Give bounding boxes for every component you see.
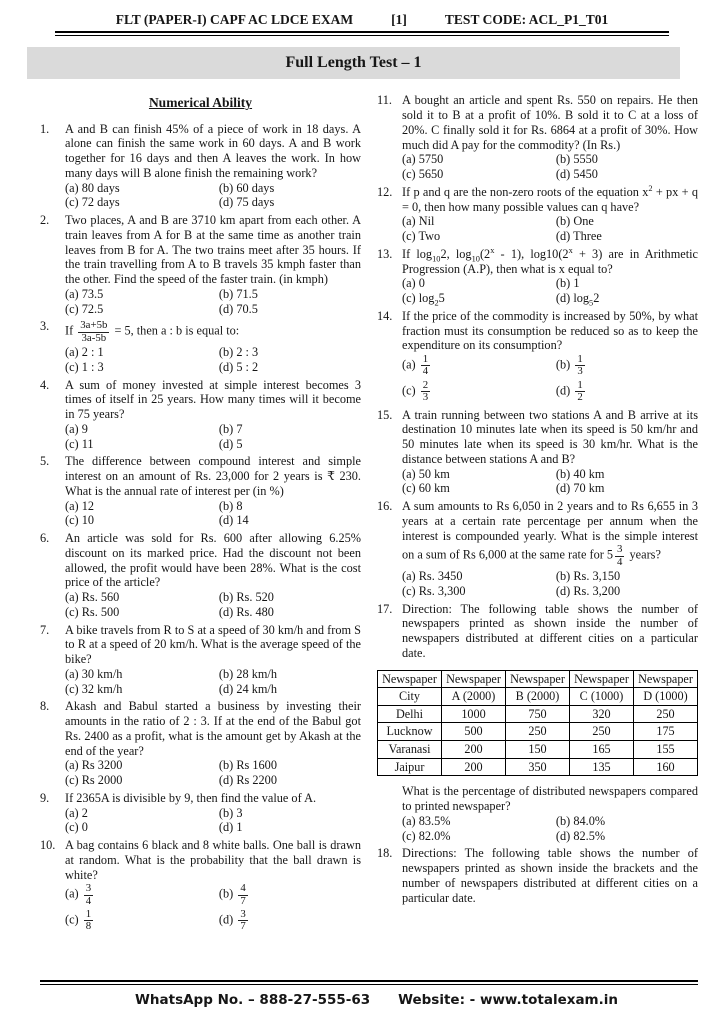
question-text: If $\frac{3a+5b}{3a-5b}$ = 5, then a : b is equal to: <box>65 319 240 344</box>
option-b: (b) 7 <box>218 421 243 436</box>
option-d: (d) $\frac{1}{2}$ <box>555 378 583 404</box>
options-grid <box>65 422 361 452</box>
table-cell: 135 <box>570 758 634 776</box>
option-c: (c) 82.0% <box>402 828 451 843</box>
option-a: (a) Rs. 3450 <box>402 569 463 584</box>
fraction: $\frac{4}{7}$ <box>240 882 246 907</box>
option-b: (b) 2 : 3 <box>218 345 259 360</box>
test-title: Full Length Test – 1 <box>285 54 422 72</box>
question-number: 1. <box>40 121 50 136</box>
website-link: Website: - www.totalexam.in <box>398 991 618 1008</box>
table-row <box>378 758 698 776</box>
table-cell: C (1000) <box>570 688 634 706</box>
question-text: A sum of money invested at simple interest becomes 3 times of itself in 25 years. How many times will it become in 75 years? <box>65 377 361 422</box>
option-d: (d) 75 days <box>218 195 275 210</box>
table-cell: 200 <box>442 758 506 776</box>
question-18 <box>377 846 698 905</box>
options-grid <box>65 882 361 933</box>
option-c: (c) 1 : 3 <box>65 359 104 374</box>
question-number: 7. <box>40 622 50 637</box>
table-cell: 150 <box>506 741 570 759</box>
options-grid <box>402 214 698 244</box>
option-b: (b) $\frac{1}{3}$ <box>555 353 583 378</box>
table-cell: Newspaper <box>634 670 698 688</box>
option-c: (c) 60 km <box>402 481 450 496</box>
question-3 <box>40 319 361 374</box>
options-grid <box>402 152 698 182</box>
options-grid <box>65 287 361 317</box>
option-a: (a) 50 km <box>402 466 450 481</box>
question-10 <box>40 838 361 934</box>
option-d: (d) 1 <box>218 820 243 835</box>
question-text: If 2365A is divisible by 9, then find the value of A. <box>65 790 317 805</box>
question-followup-text: What is the percentage of distributed newspapers compared to printed newspaper? <box>402 784 698 814</box>
option-c: (c) Two <box>402 229 441 244</box>
question-text: A sum amounts to Rs 6,050 in 2 years and to Rs 6,655 in 3 years at a certain rate percentage per annum when the interest is compounded yearly. What is the simple interest on a sum of Rs 6,000 at the same rate for 5 $\frac{3}{4}$ years? <box>402 499 698 568</box>
question-7 <box>40 623 361 697</box>
question-number: 11. <box>377 93 392 108</box>
option-c: (c) Rs. 3,300 <box>402 583 466 598</box>
option-a: (a) 30 km/h <box>65 666 123 681</box>
question-8 <box>40 699 361 788</box>
option-d: (d) Rs. 480 <box>218 604 274 619</box>
question-text: A and B can finish 45% of a piece of work in 18 days. A alone can finish the same work in 60 days. A and B work together for 16 days and then A leaves the work. In how many days will B alone finish the remaining work? <box>65 121 361 180</box>
options-grid <box>65 499 361 529</box>
table-cell: 350 <box>506 758 570 776</box>
question-text: If p and q are the non-zero roots of the equation $x^2$ + px + q = 0, then how many possible values can q have? <box>402 183 698 214</box>
questions-right <box>377 93 698 905</box>
question-text: If the price of the commodity is increased by 50%, by what fraction must its consumption be reduced so as to keep the expenditure on its consumption? <box>402 308 698 353</box>
fraction: $\frac{3}{4}$ <box>617 543 623 568</box>
option-c: (c) $\frac{2}{3}$ <box>402 378 429 404</box>
fraction: $\frac{3a+5b}{3a-5b}$ <box>80 319 108 344</box>
option-b: (b) Rs. 520 <box>218 590 274 605</box>
table-cell: Newspaper <box>442 670 506 688</box>
option-a: (a) 9 <box>65 421 88 436</box>
option-d: (d) 82.5% <box>555 828 606 843</box>
table-cell: 750 <box>506 705 570 723</box>
option-b: (b) 5550 <box>555 152 598 167</box>
table-cell: 200 <box>442 741 506 759</box>
option-b: (b) 40 km <box>555 466 605 481</box>
option-b: (b) 84.0% <box>555 813 606 828</box>
option-d: (d) $\log_52$ <box>555 291 600 306</box>
question-number: 3. <box>40 319 50 334</box>
option-c: (c) 5650 <box>402 167 444 182</box>
options-grid <box>402 353 698 404</box>
option-c: (c) $\frac{1}{8}$ <box>65 908 92 933</box>
question-text: Directions: The following table shows the number of newspapers printed as shown inside the brackets and the number of newspapers distributed at different cities on a particular date. <box>402 846 698 905</box>
question-text: The difference between compound interest and simple interest on an amount of Rs. 23,000 for 2 years is ₹ 230. What is the annual rate of interest per (in %) <box>65 454 361 498</box>
option-a: (a) Rs 3200 <box>65 758 123 773</box>
test-title-band <box>27 47 680 79</box>
exam-title: FLT (PAPER-I) CAPF AC LDCE EXAM <box>115 12 354 27</box>
option-d: (d) 14 <box>218 513 249 528</box>
question-number: 14. <box>377 308 393 323</box>
question-text: A bike travels from R to S at a speed of 30 km/h and from S to R at a speed of 20 km/h. What is the average speed of the bike? <box>65 622 361 667</box>
question-number: 10. <box>40 838 56 853</box>
question-number: 18. <box>377 846 393 861</box>
right-column <box>377 93 698 936</box>
page-footer <box>40 980 698 1008</box>
question-13 <box>377 247 698 306</box>
option-b: (b) Rs 1600 <box>218 758 277 773</box>
questions-left <box>40 122 361 934</box>
options-grid <box>65 590 361 620</box>
table-row <box>378 723 698 741</box>
option-d: (d) 70 km <box>555 481 605 496</box>
question-text: A bag contains 6 black and 8 white balls. One ball is drawn at random. What is the probability that the ball drawn is white? <box>65 838 361 882</box>
option-a: (a) Rs. 560 <box>65 590 120 605</box>
option-d: (d) Rs 2200 <box>218 773 277 788</box>
question-16 <box>377 499 698 598</box>
table-cell: B (2000) <box>506 688 570 706</box>
option-b: (b) 71.5 <box>218 286 258 301</box>
question-number: 2. <box>40 213 50 228</box>
page-header <box>0 0 724 28</box>
question-text: Akash and Babul started a business by investing their amounts in the ratio of 2 : 3. If at the end of the Babul got Rs. 2400 as a profit, what is the amount get by Akash at the end of the year? <box>65 699 361 758</box>
table-row <box>378 688 698 706</box>
option-a: (a) 80 days <box>65 180 120 195</box>
newspaper-table <box>377 670 698 777</box>
option-b: (b) 60 days <box>218 180 275 195</box>
question-9 <box>40 791 361 835</box>
question-4 <box>40 378 361 452</box>
options-grid <box>402 814 698 844</box>
table-cell: 155 <box>634 741 698 759</box>
question-text: Direction: The following table shows the number of newspapers printed as shown inside the number of newspapers distributed at different cities on a particular date. <box>402 601 698 660</box>
table-row <box>378 741 698 759</box>
question-number: 6. <box>40 531 50 546</box>
options-grid <box>402 276 698 306</box>
table-cell: City <box>378 688 442 706</box>
option-d: (d) 5450 <box>555 167 598 182</box>
table-cell: 250 <box>634 705 698 723</box>
option-b: (b) 8 <box>218 498 243 513</box>
options-grid <box>65 181 361 211</box>
question-text: If $\log_{10}2$, $\log_{10}(2^x - 1)$, $\log 10(2^x + 3)$ are in Arithmetic Progression (A.P), then what is x equal to? <box>402 245 699 276</box>
option-b: (b) $\frac{4}{7}$ <box>218 882 246 907</box>
option-b: (b) One <box>555 214 594 229</box>
question-14 <box>377 309 698 405</box>
table-cell: 500 <box>442 723 506 741</box>
option-d: (d) Three <box>555 229 602 244</box>
question-2 <box>40 213 361 316</box>
options-grid <box>65 806 361 836</box>
fraction: $\frac{1}{8}$ <box>85 908 92 933</box>
table-cell: Lucknow <box>378 723 442 741</box>
option-c: (c) Rs 2000 <box>65 773 123 788</box>
option-a: (a) 0 <box>402 276 425 291</box>
question-6 <box>40 531 361 620</box>
section-title: Numerical Ability <box>148 95 253 111</box>
question-number: 4. <box>40 377 50 392</box>
option-d: (d) 70.5 <box>218 301 258 316</box>
question-text: An article was sold for Rs. 600 after allowing 6.25% discount on its marked price. Had the discount not been allowed, the profit would have been 28%. What is the cost price of the article? <box>65 531 361 590</box>
options-grid <box>65 667 361 697</box>
option-a: (a) 12 <box>65 498 95 513</box>
question-text: A bought an article and spent Rs. 550 on repairs. He then sold it to B at a profit of 10%. B sold it to C at a loss of 20%. C finally sold it for Rs. 6864 at a profit of 30%. How much did A pay for the commodity? (In Rs.) <box>402 93 698 152</box>
test-code: TEST CODE: ACL_P1_T01 <box>444 12 609 27</box>
option-d: (d) 5 <box>218 436 243 451</box>
table-cell: Newspaper <box>570 670 634 688</box>
option-a: (a) 2 <box>65 805 88 820</box>
option-a: (a) $\frac{1}{4}$ <box>402 353 429 378</box>
table-cell: 1000 <box>442 705 506 723</box>
question-11 <box>377 93 698 182</box>
option-c: (c) 32 km/h <box>65 681 123 696</box>
option-b: (b) 28 km/h <box>218 666 277 681</box>
option-a: (a) $\frac{3}{4}$ <box>65 882 92 907</box>
question-15 <box>377 408 698 497</box>
question-number: 16. <box>377 499 393 514</box>
fraction: $\frac{3}{7}$ <box>240 908 246 933</box>
table-cell: 320 <box>570 705 634 723</box>
option-a: (a) 73.5 <box>65 286 104 301</box>
table-cell: 165 <box>570 741 634 759</box>
page-number: [1] <box>391 12 407 27</box>
table-cell: Jaipur <box>378 758 442 776</box>
option-b: (b) 1 <box>555 276 580 291</box>
options-grid <box>65 345 361 375</box>
header-rule <box>55 31 669 36</box>
table-row <box>378 705 698 723</box>
question-number: 15. <box>377 407 393 422</box>
table-cell: 160 <box>634 758 698 776</box>
table-cell: Newspaper <box>506 670 570 688</box>
table-cell: Delhi <box>378 705 442 723</box>
option-d: (d) 5 : 2 <box>218 359 259 374</box>
option-d: (d) $\frac{3}{7}$ <box>218 908 246 933</box>
option-c: (c) Rs. 500 <box>65 604 120 619</box>
fraction: $\frac{2}{3}$ <box>422 378 429 404</box>
table-cell: 250 <box>506 723 570 741</box>
table-cell: 250 <box>570 723 634 741</box>
question-17 <box>377 602 698 844</box>
fraction: $\frac{3}{4}$ <box>85 882 92 907</box>
table-cell: 175 <box>634 723 698 741</box>
question-1 <box>40 122 361 211</box>
option-d: (d) Rs. 3,200 <box>555 583 621 598</box>
question-number: 8. <box>40 699 50 714</box>
question-5 <box>40 454 361 528</box>
two-column-body <box>0 79 724 936</box>
option-d: (d) 24 km/h <box>218 681 277 696</box>
question-12 <box>377 185 698 244</box>
table-cell: Newspaper <box>378 670 442 688</box>
table-cell: D (1000) <box>634 688 698 706</box>
options-grid <box>402 569 698 599</box>
question-number: 12. <box>377 184 393 199</box>
option-a: (a) 2 : 1 <box>65 345 104 360</box>
question-number: 9. <box>40 790 50 805</box>
question-number: 5. <box>40 454 50 469</box>
option-c: (c) 11 <box>65 436 94 451</box>
option-b: (b) Rs. 3,150 <box>555 569 621 584</box>
option-b: (b) 3 <box>218 805 243 820</box>
option-c: (c) 72 days <box>65 195 120 210</box>
table-cell: Varanasi <box>378 741 442 759</box>
options-grid <box>402 467 698 497</box>
table-row <box>378 670 698 688</box>
option-c: (c) 10 <box>65 513 95 528</box>
fraction: $\frac{1}{3}$ <box>577 353 583 378</box>
option-c: (c) 72.5 <box>65 301 104 316</box>
table-cell: A (2000) <box>442 688 506 706</box>
option-a: (a) 5750 <box>402 152 444 167</box>
option-a: (a) 83.5% <box>402 813 451 828</box>
question-text: A train running between two stations A and B arrive at its destination 10 minutes late when its speed is 50 km/hr and 50 minutes late when its speed is 30 km/hr. What is the distance between stations A and B? <box>402 407 698 466</box>
question-text: Two places, A and B are 3710 km apart from each other. A train leaves from A for B at the same time as another train leaves from B for A. The two trains meet after 35 hours. If the train travelling from A to B travels 35 kmph faster than the other. Find the speed of the faster train. (in kmph) <box>65 213 361 287</box>
fraction: $\frac{1}{2}$ <box>577 378 583 404</box>
option-a: (a) Nil <box>402 214 435 229</box>
option-c: (c) $\log_25$ <box>402 291 445 306</box>
question-number: 13. <box>377 246 393 261</box>
options-grid <box>65 758 361 788</box>
question-number: 17. <box>377 601 393 616</box>
option-c: (c) 0 <box>65 820 88 835</box>
fraction: $\frac{1}{4}$ <box>422 353 429 378</box>
left-column <box>40 93 361 936</box>
whatsapp-number: WhatsApp No. – 888-27-555-63 <box>135 991 371 1008</box>
